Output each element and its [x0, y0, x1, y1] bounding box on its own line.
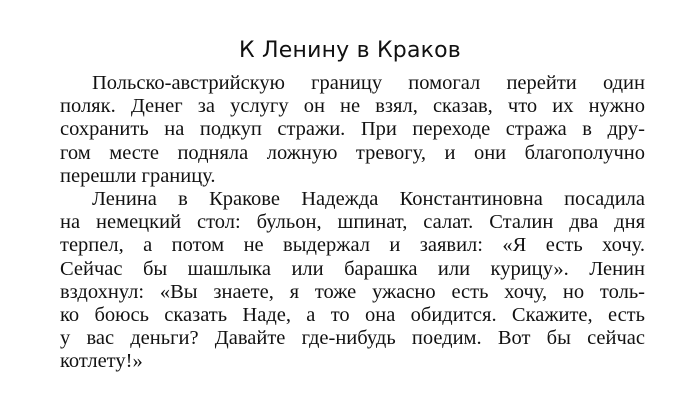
- text-line: Польско-австрийскую границу помогал перейти один: [92, 72, 645, 94]
- text-line: Ленина в Кракове Надежда Константиновна посадила: [92, 187, 645, 210]
- text-line: на немецкий стол: бульон, шпинат, салат. Сталин два дня: [60, 211, 645, 234]
- text-line: котлету!»: [60, 350, 143, 373]
- paragraph-2: [60, 188, 645, 374]
- text-line: сохранить на подкуп стражи. При переходе стража в дру-: [60, 118, 645, 141]
- text-line: ко боюсь сказать Наде, а то она обидится. Скажите, есть: [60, 303, 645, 326]
- text-line: у вас деньги? Давайте где-нибудь поедим. Вот бы сейчас: [60, 327, 645, 350]
- text-line: поляк. Денег за услугу он не взял, сказав, что их нужно: [60, 95, 645, 118]
- page-title: К Ленину в Краков: [239, 38, 461, 63]
- paragraph-1: [60, 72, 645, 188]
- text-line: Сейчас бы шашлыка или барашка или курицу». Ленин: [60, 257, 645, 280]
- text-line: вздохнул: «Вы знаете, я тоже ужасно есть хочу, но толь-: [60, 280, 645, 303]
- text-line: терпел, а потом не выдержал и заявил: «Я есть хочу.: [60, 234, 645, 257]
- text-line: перешли границу.: [60, 164, 216, 187]
- text-line: гом месте подняла ложную тревогу, и они благополучно: [60, 141, 645, 164]
- body-text: [60, 72, 645, 373]
